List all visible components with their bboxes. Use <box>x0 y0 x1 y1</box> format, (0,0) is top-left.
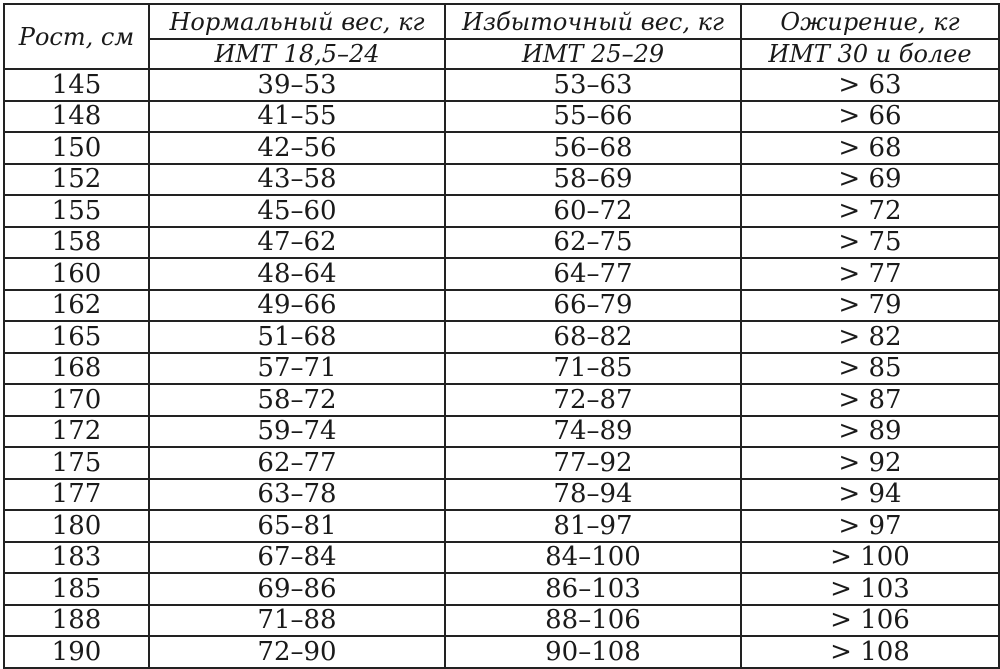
cell-height: 145 <box>4 69 149 101</box>
cell-normal-weight: 65–81 <box>149 510 445 542</box>
cell-height: 152 <box>4 164 149 196</box>
table-row <box>4 290 999 322</box>
cell-normal-weight: 63–78 <box>149 479 445 511</box>
table-row <box>4 195 999 227</box>
cell-normal-weight: 45–60 <box>149 195 445 227</box>
header-height: Рост, см <box>4 4 149 69</box>
cell-overweight: 74–89 <box>445 416 741 448</box>
cell-height: 165 <box>4 321 149 353</box>
table-row <box>4 542 999 574</box>
cell-overweight: 81–97 <box>445 510 741 542</box>
cell-overweight: 60–72 <box>445 195 741 227</box>
cell-obesity: > 77 <box>741 258 999 290</box>
cell-normal-weight: 43–58 <box>149 164 445 196</box>
cell-normal-weight: 67–84 <box>149 542 445 574</box>
cell-obesity: > 87 <box>741 384 999 416</box>
cell-obesity: > 82 <box>741 321 999 353</box>
table-row <box>4 227 999 259</box>
cell-overweight: 71–85 <box>445 353 741 385</box>
cell-obesity: > 92 <box>741 447 999 479</box>
cell-overweight: 84–100 <box>445 542 741 574</box>
cell-obesity: > 69 <box>741 164 999 196</box>
cell-obesity: > 72 <box>741 195 999 227</box>
cell-height: 148 <box>4 101 149 133</box>
cell-height: 150 <box>4 132 149 164</box>
header-normal-weight: Нормальный вес, кг <box>149 4 445 39</box>
cell-normal-weight: 58–72 <box>149 384 445 416</box>
cell-normal-weight: 48–64 <box>149 258 445 290</box>
cell-normal-weight: 42–56 <box>149 132 445 164</box>
header-overweight-bmi: ИМТ 25–29 <box>445 39 741 69</box>
cell-obesity: > 75 <box>741 227 999 259</box>
cell-obesity: > 94 <box>741 479 999 511</box>
table-row <box>4 510 999 542</box>
cell-normal-weight: 62–77 <box>149 447 445 479</box>
cell-obesity: > 103 <box>741 573 999 605</box>
table-row <box>4 69 999 101</box>
cell-overweight: 77–92 <box>445 447 741 479</box>
header-obesity-bmi: ИМТ 30 и более <box>741 39 999 69</box>
cell-overweight: 62–75 <box>445 227 741 259</box>
cell-overweight: 66–79 <box>445 290 741 322</box>
header-overweight: Избыточный вес, кг <box>445 4 741 39</box>
bmi-weight-table <box>3 3 1000 669</box>
cell-normal-weight: 72–90 <box>149 636 445 668</box>
cell-overweight: 64–77 <box>445 258 741 290</box>
table-row <box>4 416 999 448</box>
table-row <box>4 258 999 290</box>
table-row <box>4 321 999 353</box>
cell-obesity: > 79 <box>741 290 999 322</box>
table-row <box>4 605 999 637</box>
cell-overweight: 88–106 <box>445 605 741 637</box>
cell-overweight: 72–87 <box>445 384 741 416</box>
cell-overweight: 56–68 <box>445 132 741 164</box>
cell-height: 183 <box>4 542 149 574</box>
cell-height: 162 <box>4 290 149 322</box>
cell-normal-weight: 71–88 <box>149 605 445 637</box>
header-bmi-row <box>4 39 999 69</box>
cell-height: 172 <box>4 416 149 448</box>
cell-overweight: 55–66 <box>445 101 741 133</box>
cell-height: 155 <box>4 195 149 227</box>
cell-overweight: 86–103 <box>445 573 741 605</box>
cell-height: 170 <box>4 384 149 416</box>
header-obesity: Ожирение, кг <box>741 4 999 39</box>
table-row <box>4 636 999 668</box>
table-row <box>4 101 999 133</box>
cell-obesity: > 89 <box>741 416 999 448</box>
table-row <box>4 164 999 196</box>
cell-height: 190 <box>4 636 149 668</box>
cell-overweight: 68–82 <box>445 321 741 353</box>
cell-obesity: > 85 <box>741 353 999 385</box>
cell-obesity: > 66 <box>741 101 999 133</box>
cell-normal-weight: 51–68 <box>149 321 445 353</box>
table-row <box>4 132 999 164</box>
cell-normal-weight: 41–55 <box>149 101 445 133</box>
table-row <box>4 479 999 511</box>
cell-obesity: > 63 <box>741 69 999 101</box>
cell-obesity: > 108 <box>741 636 999 668</box>
cell-height: 177 <box>4 479 149 511</box>
cell-overweight: 90–108 <box>445 636 741 668</box>
cell-height: 168 <box>4 353 149 385</box>
cell-obesity: > 68 <box>741 132 999 164</box>
cell-obesity: > 97 <box>741 510 999 542</box>
cell-obesity: > 100 <box>741 542 999 574</box>
cell-height: 188 <box>4 605 149 637</box>
cell-normal-weight: 59–74 <box>149 416 445 448</box>
table-row <box>4 447 999 479</box>
cell-normal-weight: 69–86 <box>149 573 445 605</box>
table-header <box>4 4 999 69</box>
table-row <box>4 573 999 605</box>
table-body <box>4 69 999 668</box>
cell-height: 158 <box>4 227 149 259</box>
cell-normal-weight: 49–66 <box>149 290 445 322</box>
cell-normal-weight: 57–71 <box>149 353 445 385</box>
cell-height: 160 <box>4 258 149 290</box>
cell-height: 180 <box>4 510 149 542</box>
table-row <box>4 353 999 385</box>
table-row <box>4 384 999 416</box>
header-row <box>4 4 999 39</box>
cell-normal-weight: 39–53 <box>149 69 445 101</box>
cell-overweight: 78–94 <box>445 479 741 511</box>
cell-height: 185 <box>4 573 149 605</box>
cell-overweight: 53–63 <box>445 69 741 101</box>
cell-overweight: 58–69 <box>445 164 741 196</box>
header-normal-bmi: ИМТ 18,5–24 <box>149 39 445 69</box>
cell-normal-weight: 47–62 <box>149 227 445 259</box>
cell-obesity: > 106 <box>741 605 999 637</box>
cell-height: 175 <box>4 447 149 479</box>
